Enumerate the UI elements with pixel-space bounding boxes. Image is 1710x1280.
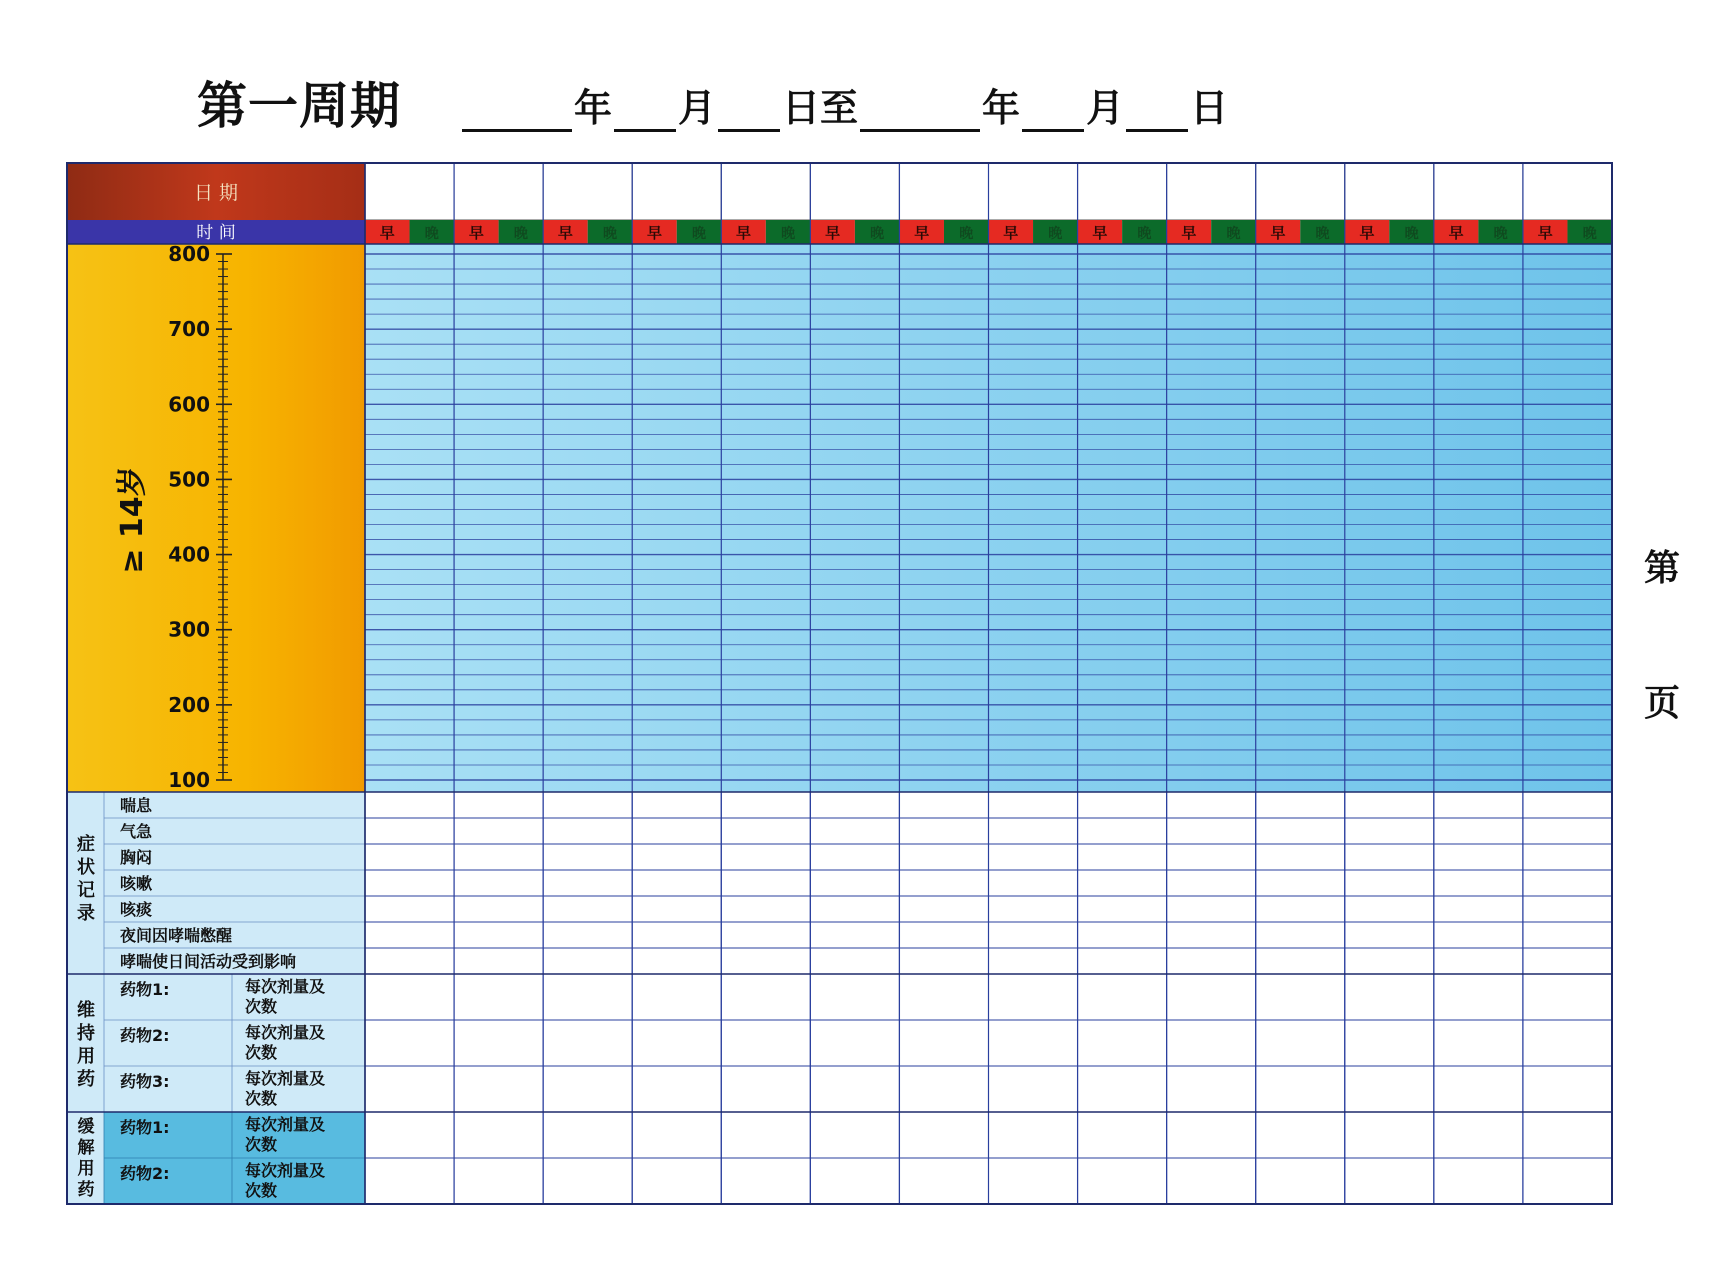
- pef-tick-label: 700: [168, 317, 210, 342]
- entry-cell[interactable]: [1256, 922, 1345, 948]
- reliever-dose-label-cont: 次数: [245, 1135, 278, 1154]
- entry-cell[interactable]: [543, 870, 632, 896]
- entry-cell[interactable]: [899, 870, 988, 896]
- entry-cell[interactable]: [365, 922, 454, 948]
- page-marker: [1637, 540, 1687, 726]
- entry-cell[interactable]: [1434, 948, 1523, 974]
- entry-cell[interactable]: [543, 1112, 632, 1158]
- pef-tick-label: 200: [168, 692, 210, 717]
- entry-cell[interactable]: [632, 922, 721, 948]
- entry-cell[interactable]: [989, 896, 1078, 922]
- date-input-cell[interactable]: [1434, 163, 1523, 220]
- entry-cell[interactable]: [721, 844, 810, 870]
- entry-cell[interactable]: [1078, 1112, 1167, 1158]
- entry-cell[interactable]: [365, 818, 454, 844]
- entry-cell[interactable]: [1078, 870, 1167, 896]
- entry-cell[interactable]: [1078, 896, 1167, 922]
- entry-cell[interactable]: [454, 1066, 543, 1112]
- entry-cell[interactable]: [899, 896, 988, 922]
- age-label: ≥ 14岁: [115, 466, 150, 574]
- entry-cell[interactable]: [721, 974, 810, 1020]
- entry-cell[interactable]: [989, 1112, 1078, 1158]
- entry-cell[interactable]: [365, 792, 454, 818]
- morning-label: 早: [557, 224, 573, 242]
- entry-cell[interactable]: [1256, 844, 1345, 870]
- symptom-label-panel: [67, 792, 365, 974]
- entry-cell[interactable]: [1434, 896, 1523, 922]
- pef-tick-label: 100: [168, 768, 210, 792]
- morning-label: 早: [1448, 224, 1464, 242]
- entry-cell[interactable]: [454, 922, 543, 948]
- entry-cell[interactable]: [1523, 974, 1612, 1020]
- evening-label: 晚: [1404, 226, 1419, 242]
- entry-cell[interactable]: [454, 1112, 543, 1158]
- entry-cell[interactable]: [1434, 1158, 1523, 1204]
- maintenance-drug-name: 药物3:: [120, 1072, 170, 1091]
- entry-cell[interactable]: [454, 818, 543, 844]
- entry-cell[interactable]: [1167, 1020, 1256, 1066]
- entry-cell[interactable]: [1434, 870, 1523, 896]
- entry-cell[interactable]: [810, 1158, 899, 1204]
- entry-cell[interactable]: [810, 818, 899, 844]
- entry-cell[interactable]: [1256, 974, 1345, 1020]
- entry-cell[interactable]: [1078, 792, 1167, 818]
- entry-cell[interactable]: [1167, 948, 1256, 974]
- date-input-cell[interactable]: [1256, 163, 1345, 220]
- month-start-label: 月: [678, 86, 717, 130]
- entry-cell[interactable]: [1078, 922, 1167, 948]
- maintenance-dose-label-cont: 次数: [245, 1089, 278, 1108]
- entry-cell[interactable]: [365, 896, 454, 922]
- reliever-group-char: 解: [77, 1138, 95, 1158]
- entry-cell[interactable]: [1434, 844, 1523, 870]
- reliever-dose-label-cont: 次数: [245, 1181, 278, 1200]
- entry-cell[interactable]: [989, 922, 1078, 948]
- entry-cell[interactable]: [1345, 818, 1434, 844]
- morning-label: 早: [1537, 224, 1553, 242]
- entry-cell[interactable]: [1078, 844, 1167, 870]
- entry-cell[interactable]: [721, 948, 810, 974]
- symptom-label: 夜间因哮喘憋醒: [120, 926, 233, 945]
- maintenance-dose-label: 每次剂量及: [245, 1069, 326, 1088]
- entry-cell[interactable]: [721, 792, 810, 818]
- entry-cell[interactable]: [365, 1066, 454, 1112]
- morning-label: 早: [1092, 224, 1108, 242]
- entry-cell[interactable]: [1434, 974, 1523, 1020]
- date-input-cell[interactable]: [1167, 163, 1256, 220]
- entry-cell[interactable]: [989, 870, 1078, 896]
- entry-cell[interactable]: [1078, 948, 1167, 974]
- entry-cell[interactable]: [1078, 1158, 1167, 1204]
- date-input-cell[interactable]: [810, 163, 899, 220]
- entry-cell[interactable]: [543, 1066, 632, 1112]
- year-end-label: 年: [982, 86, 1021, 130]
- pef-tick-label: 800: [168, 242, 210, 266]
- maintenance-drug-name: 药物1:: [120, 980, 170, 999]
- entry-cell[interactable]: [1523, 792, 1612, 818]
- date-input-cell[interactable]: [1523, 163, 1612, 220]
- entry-cell[interactable]: [1523, 948, 1612, 974]
- entry-cell[interactable]: [1345, 948, 1434, 974]
- reliever-dose-label: 每次剂量及: [245, 1161, 326, 1180]
- entry-cell[interactable]: [989, 818, 1078, 844]
- entry-cell[interactable]: [899, 792, 988, 818]
- entry-cell[interactable]: [899, 844, 988, 870]
- entry-cell[interactable]: [1256, 870, 1345, 896]
- symptom-label: 咳嗽: [120, 874, 153, 893]
- morning-label: 早: [1181, 224, 1197, 242]
- entry-cell[interactable]: [632, 896, 721, 922]
- entry-cell[interactable]: [1345, 870, 1434, 896]
- morning-label: 早: [468, 224, 484, 242]
- reliever-group-char: 缓: [77, 1117, 95, 1137]
- maintenance-group-char: 药: [77, 1069, 95, 1090]
- reliever-group-char: 药: [77, 1180, 95, 1200]
- entry-cell[interactable]: [989, 1158, 1078, 1204]
- entry-cell[interactable]: [543, 792, 632, 818]
- evening-label: 晚: [1315, 226, 1330, 242]
- entry-cell[interactable]: [899, 1158, 988, 1204]
- entry-cell[interactable]: [1078, 1020, 1167, 1066]
- evening-label: 晚: [1048, 226, 1063, 242]
- maintenance-drug-name: 药物2:: [120, 1026, 170, 1045]
- page-marker-suffix: 页: [1643, 683, 1680, 724]
- year-start-label: 年: [574, 86, 613, 130]
- entry-cell[interactable]: [1167, 922, 1256, 948]
- entry-cell[interactable]: [365, 844, 454, 870]
- entry-cell[interactable]: [543, 974, 632, 1020]
- entry-cell[interactable]: [1167, 1158, 1256, 1204]
- entry-cell[interactable]: [1523, 1112, 1612, 1158]
- day-end-label: 日: [1190, 86, 1229, 130]
- morning-label: 早: [646, 224, 662, 242]
- entry-cell[interactable]: [810, 922, 899, 948]
- symptom-group-char: 症: [77, 834, 95, 855]
- entry-cell[interactable]: [899, 948, 988, 974]
- morning-label: 早: [1270, 224, 1286, 242]
- evening-label: 晚: [602, 226, 617, 242]
- entry-cell[interactable]: [632, 1066, 721, 1112]
- evening-label: 晚: [424, 226, 439, 242]
- entry-cell[interactable]: [899, 1112, 988, 1158]
- symptom-group-char: 状: [77, 857, 95, 878]
- entry-cell[interactable]: [1523, 1158, 1612, 1204]
- evening-label: 晚: [692, 226, 707, 242]
- cycle-title: 第一周期: [197, 77, 401, 135]
- entry-cell[interactable]: [1345, 1066, 1434, 1112]
- entry-cell[interactable]: [632, 818, 721, 844]
- entry-cell[interactable]: [1434, 1066, 1523, 1112]
- date-input-cell[interactable]: [721, 163, 810, 220]
- entry-cell[interactable]: [810, 1066, 899, 1112]
- entry-cell[interactable]: [1523, 922, 1612, 948]
- entry-cell[interactable]: [632, 792, 721, 818]
- entry-cell[interactable]: [632, 974, 721, 1020]
- date-input-cell[interactable]: [1078, 163, 1167, 220]
- entry-cell[interactable]: [454, 870, 543, 896]
- entry-cell[interactable]: [1167, 818, 1256, 844]
- entry-cell[interactable]: [1078, 974, 1167, 1020]
- entry-cell[interactable]: [1523, 896, 1612, 922]
- entry-cell[interactable]: [899, 818, 988, 844]
- entry-cell[interactable]: [810, 1112, 899, 1158]
- morning-label: 早: [825, 224, 841, 242]
- day-to-label: 日至: [782, 86, 859, 130]
- date-input-cell[interactable]: [365, 163, 454, 220]
- entry-cell[interactable]: [1523, 1066, 1612, 1112]
- entry-cell[interactable]: [365, 870, 454, 896]
- entry-cell[interactable]: [721, 818, 810, 844]
- symptom-label: 哮喘使日间活动受到影响: [120, 952, 297, 971]
- entry-cell[interactable]: [632, 870, 721, 896]
- entry-cell[interactable]: [721, 1112, 810, 1158]
- morning-label: 早: [1003, 224, 1019, 242]
- month-end-label: 月: [1086, 86, 1125, 130]
- entry-cell[interactable]: [1167, 974, 1256, 1020]
- entry-cell[interactable]: [632, 1112, 721, 1158]
- entry-cell[interactable]: [543, 844, 632, 870]
- entry-cell[interactable]: [543, 922, 632, 948]
- entry-cell[interactable]: [454, 1020, 543, 1066]
- entry-cell[interactable]: [1167, 870, 1256, 896]
- entry-cell[interactable]: [1078, 818, 1167, 844]
- entry-cell[interactable]: [1345, 896, 1434, 922]
- entry-cell[interactable]: [721, 1020, 810, 1066]
- entry-cell[interactable]: [1256, 1112, 1345, 1158]
- entry-cell[interactable]: [899, 974, 988, 1020]
- entry-cell[interactable]: [810, 844, 899, 870]
- pef-tick-label: 300: [168, 617, 210, 642]
- date-input-cell[interactable]: [989, 163, 1078, 220]
- entry-cell[interactable]: [1345, 974, 1434, 1020]
- entry-cell[interactable]: [989, 1020, 1078, 1066]
- entry-cell[interactable]: [454, 844, 543, 870]
- evening-label: 晚: [959, 226, 974, 242]
- pef-tick-label: 600: [168, 392, 210, 417]
- maintenance-dose-label: 每次剂量及: [245, 1023, 326, 1042]
- entry-cell[interactable]: [1345, 1158, 1434, 1204]
- maintenance-group-char: 持: [77, 1023, 95, 1044]
- evening-label: 晚: [513, 226, 528, 242]
- entry-cell[interactable]: [810, 792, 899, 818]
- date-input-cell[interactable]: [899, 163, 988, 220]
- reliever-group-char: 用: [77, 1159, 95, 1179]
- entry-cell[interactable]: [1523, 870, 1612, 896]
- entry-cell[interactable]: [1167, 1066, 1256, 1112]
- evening-label: 晚: [1226, 226, 1241, 242]
- entry-cell[interactable]: [1345, 792, 1434, 818]
- entry-cell[interactable]: [1523, 1020, 1612, 1066]
- date-input-cell[interactable]: [632, 163, 721, 220]
- page-marker-prefix: 第: [1643, 548, 1680, 589]
- entry-cell[interactable]: [810, 974, 899, 1020]
- entry-cell[interactable]: [1434, 792, 1523, 818]
- entry-cell[interactable]: [632, 1020, 721, 1066]
- entry-cell[interactable]: [721, 1158, 810, 1204]
- entry-cell[interactable]: [721, 896, 810, 922]
- entry-cell[interactable]: [454, 896, 543, 922]
- maintenance-group-char: 用: [77, 1046, 95, 1067]
- reliever-drug-name: 药物1:: [120, 1118, 170, 1137]
- date-header-label: 日 期: [193, 182, 239, 204]
- entry-cell[interactable]: [1256, 948, 1345, 974]
- symptom-group-char: 录: [77, 903, 95, 924]
- evening-label: 晚: [781, 226, 796, 242]
- symptom-label: 气急: [120, 822, 153, 841]
- entry-cell[interactable]: [1434, 1020, 1523, 1066]
- entry-cell[interactable]: [1434, 922, 1523, 948]
- maintenance-dose-label-cont: 次数: [245, 997, 278, 1016]
- entry-cell[interactable]: [1256, 1158, 1345, 1204]
- entry-cell[interactable]: [454, 792, 543, 818]
- entry-cell[interactable]: [1167, 896, 1256, 922]
- entry-cell[interactable]: [989, 792, 1078, 818]
- date-input-cell[interactable]: [543, 163, 632, 220]
- entry-cell[interactable]: [899, 1020, 988, 1066]
- evening-label: 晚: [1582, 226, 1597, 242]
- evening-label: 晚: [1493, 226, 1508, 242]
- entry-cell[interactable]: [1256, 896, 1345, 922]
- entry-cell[interactable]: [1256, 792, 1345, 818]
- symptom-label: 咳痰: [120, 900, 153, 919]
- entry-cell[interactable]: [1256, 1066, 1345, 1112]
- entry-cell[interactable]: [543, 818, 632, 844]
- pef-tick-label: 400: [168, 542, 210, 567]
- entry-cell[interactable]: [989, 844, 1078, 870]
- entry-cell[interactable]: [1345, 844, 1434, 870]
- entry-cell[interactable]: [365, 1158, 454, 1204]
- entry-cell[interactable]: [989, 974, 1078, 1020]
- evening-label: 晚: [870, 226, 885, 242]
- symptom-group-char: 记: [77, 880, 95, 901]
- morning-label: 早: [914, 224, 930, 242]
- entry-cell[interactable]: [989, 1066, 1078, 1112]
- entry-cell[interactable]: [365, 1112, 454, 1158]
- entry-cell[interactable]: [899, 1066, 988, 1112]
- date-input-cell[interactable]: [454, 163, 543, 220]
- entry-cell[interactable]: [1256, 1020, 1345, 1066]
- entry-cell[interactable]: [899, 922, 988, 948]
- entry-cell[interactable]: [810, 870, 899, 896]
- entry-cell[interactable]: [632, 948, 721, 974]
- maintenance-group-char: 维: [77, 1000, 95, 1021]
- entry-cell[interactable]: [1345, 1020, 1434, 1066]
- entry-cell[interactable]: [989, 948, 1078, 974]
- entry-cell[interactable]: [1523, 818, 1612, 844]
- entry-cell[interactable]: [721, 870, 810, 896]
- maintenance-dose-label-cont: 次数: [245, 1043, 278, 1062]
- entry-cell[interactable]: [365, 948, 454, 974]
- entry-cell[interactable]: [632, 1158, 721, 1204]
- entry-cell[interactable]: [1078, 1066, 1167, 1112]
- entry-cell[interactable]: [721, 1066, 810, 1112]
- entry-cell[interactable]: [365, 974, 454, 1020]
- symptom-label: 胸闷: [120, 848, 153, 867]
- morning-label: 早: [736, 224, 752, 242]
- entry-cell[interactable]: [1167, 844, 1256, 870]
- entry-cell[interactable]: [1256, 818, 1345, 844]
- entry-cell[interactable]: [810, 1020, 899, 1066]
- entry-cell[interactable]: [543, 1158, 632, 1204]
- age-panel: [67, 244, 365, 792]
- entry-cell[interactable]: [454, 1158, 543, 1204]
- entry-cell[interactable]: [1434, 818, 1523, 844]
- entry-cell[interactable]: [1167, 1112, 1256, 1158]
- entry-cell[interactable]: [1167, 792, 1256, 818]
- entry-cell[interactable]: [810, 896, 899, 922]
- symptom-label: 喘息: [120, 796, 153, 815]
- entry-cell[interactable]: [1523, 844, 1612, 870]
- entry-cell[interactable]: [365, 1020, 454, 1066]
- entry-cell[interactable]: [543, 896, 632, 922]
- morning-label: 早: [1359, 224, 1375, 242]
- entry-cell[interactable]: [1345, 1112, 1434, 1158]
- entry-cell[interactable]: [1345, 922, 1434, 948]
- entry-cell[interactable]: [543, 1020, 632, 1066]
- entry-cell[interactable]: [721, 922, 810, 948]
- morning-label: 早: [379, 224, 395, 242]
- time-header-label: 时 间: [196, 223, 236, 243]
- entry-cell[interactable]: [810, 948, 899, 974]
- pef-tick-label: 500: [168, 467, 210, 492]
- entry-cell[interactable]: [454, 974, 543, 1020]
- entry-cell[interactable]: [632, 844, 721, 870]
- entry-cell[interactable]: [454, 948, 543, 974]
- reliever-dose-label: 每次剂量及: [245, 1115, 326, 1134]
- entry-cell[interactable]: [543, 948, 632, 974]
- evening-label: 晚: [1137, 226, 1152, 242]
- reliever-drug-name: 药物2:: [120, 1164, 170, 1183]
- maintenance-dose-label: 每次剂量及: [245, 977, 326, 996]
- date-input-cell[interactable]: [1345, 163, 1434, 220]
- entry-cell[interactable]: [1434, 1112, 1523, 1158]
